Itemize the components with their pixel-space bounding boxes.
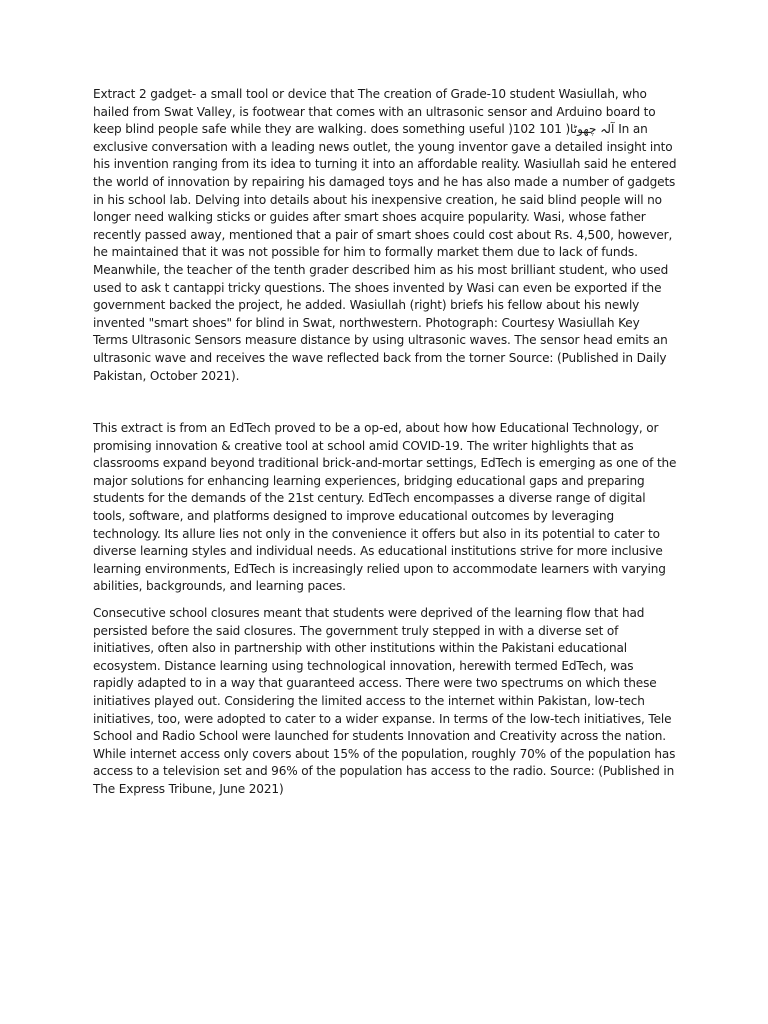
paragraph-edtech-extract: This extract is from an EdTech proved to be a op-ed, about how how Educational Technology, or promising innovation & creative tool at school amid COVID-19. The writer highlights that as classrooms expand beyond traditional brick-and-mortar settings, EdTech is emerging as one of the major solutions for enhancing learning experiences, bridging educational gaps and preparing students for the demands of the 21st century. EdTech encompasses a diverse range of digital tools, software, and platforms designed to improve educational outcomes by leveraging technology. Its allure lies not only in the convenience it offers but also in its potential to cater to diverse learning styles and individual needs. As educational institutions strive for more inclusive learning environments, EdTech is increasingly relied upon to accommodate learners with varying abilities, backgrounds, and learning paces. (93, 421, 677, 594)
paragraph-smart-shoes-extract: Extract 2 gadget- a small tool or device that The creation of Grade-10 student Wasiullah, who hailed from Swat Valley, is footwear that comes with an ultrasonic sensor and Arduino board to keep blind people safe while they are walking. does something useful )102 101 )آلہ چھوٹا In an exclusive conversation with a leading news outlet, the young inventor gave a detailed insight into his invention ranging from its idea to turning it into an affordable reality. Wasiullah said he entered the world of innovation by repairing his damaged toys and he has also made a number of gadgets in his school lab. Delving into details about his inexpensive creation, he said blind people will no longer need walking sticks or guides after smart shoes acquire popularity. Wasi, whose father recently passed away, mentioned that a pair of smart shoes could cost about Rs. 4,500, however, he maintained that it was not possible for him to formally market them due to lack of funds. Meanwhile, the teacher of the tenth grader described him as his most brilliant student, who used used to ask t cantappi tricky questions. The shoes invented by Wasi can even be exported if the government backed the project, he added. Wasiullah (right) briefs his fellow about his newly invented "smart shoes" for blind in Swat, northwestern. Photograph: Courtesy Wasiullah Key Terms Ultrasonic Sensors measure distance by using ultrasonic waves. The sensor head emits an ultrasonic wave and receives the wave reflected back from the torner Source: (Published in Daily Pakistan, October 2021). (93, 87, 677, 383)
paragraph-school-closures: Consecutive school closures meant that students were deprived of the learning flow that had persisted before the said closures. The government truly stepped in with a diverse set of initiatives, often also in partnership with other institutions within the Pakistani educational ecosystem. Distance learning using technological innovation, herewith termed EdTech, was rapidly adapted to in a way that guaranteed access. There were two spectrums on which these initiatives played out. Considering the limited access to the internet within Pakistan, low-tech initiatives, too, were adopted to cater to a wider expanse. In terms of the low-tech initiatives, Tele School and Radio School were launched for students Innovation and Creativity across the nation. While internet access only covers about 15% of the population, roughly 70% of the population has access to a television set and 96% of the population has access to the radio. Source: (Published in The Express Tribune, June 2021) (93, 606, 676, 796)
document-body (93, 86, 677, 799)
